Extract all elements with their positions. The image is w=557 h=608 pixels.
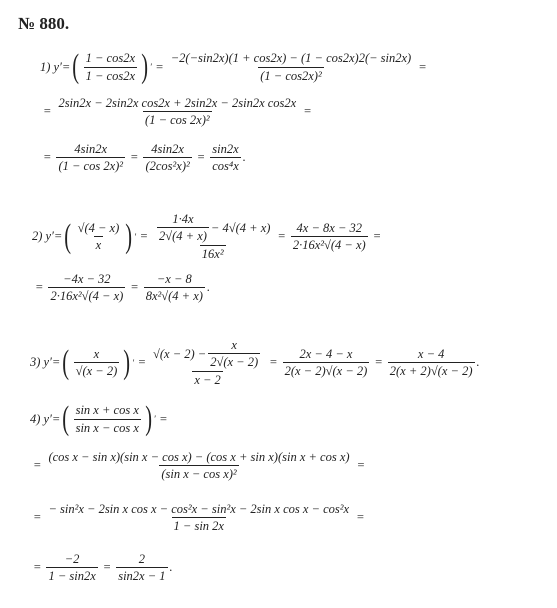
eq1-label: 1) y′=	[40, 59, 71, 74]
equals-sign: =	[356, 510, 365, 525]
denominator: 1 − cos2x	[85, 68, 135, 83]
right-paren: )	[123, 343, 131, 381]
denominator: 2·16x²√(4 − x)	[292, 238, 366, 253]
numerator: (cos x − sin x)(sin x − cos x) − (cos x + sin x)(sin x + cos x)	[48, 450, 350, 464]
eq3-label: 3) y′=	[30, 355, 61, 370]
denominator: 16x²	[201, 246, 224, 261]
numerator: 1 − cos2x	[85, 51, 135, 66]
equals-sign: =	[43, 150, 52, 165]
eq4-line4	[30, 552, 173, 584]
numerator: − sin²x − 2sin x cos x − cos²x − sin²x − 2sin x cos x − cos²x	[48, 502, 350, 516]
equals-sign: =	[372, 229, 382, 244]
numerator: 4sin2x	[74, 142, 108, 156]
numerator: sin x + cos x	[75, 403, 139, 418]
fraction	[144, 272, 205, 304]
numerator	[153, 212, 272, 245]
eq1-line1	[40, 50, 430, 84]
prime-mark: ′	[150, 62, 153, 72]
eq1-line3	[40, 142, 246, 174]
equals-sign: =	[155, 59, 164, 74]
equals-sign: =	[130, 150, 139, 165]
denominator: x − 2	[194, 372, 221, 387]
numerator: −2(−sin2x)(1 + cos2x) − (1 − cos2x)2(− sin2x)	[170, 51, 412, 66]
eq4-label: 4) y′=	[30, 411, 61, 426]
nested-fraction	[157, 212, 209, 244]
right-paren: )	[141, 48, 149, 85]
left-paren: (	[72, 48, 80, 85]
fraction	[48, 272, 125, 304]
denominator: x	[95, 238, 102, 253]
equals-sign: =	[137, 355, 146, 370]
denominator: 2√(x − 2)	[210, 355, 259, 370]
denominator: √(x − 2)	[75, 364, 118, 379]
numerator: −2	[64, 552, 80, 566]
denominator: (1 − cos2x)²	[260, 68, 322, 83]
eq3-inner-fraction	[74, 347, 120, 379]
fraction	[116, 552, 167, 584]
nested-fraction	[208, 338, 260, 370]
fraction	[143, 142, 191, 174]
left-paren: (	[62, 400, 70, 437]
numerator: 4sin2x	[151, 142, 184, 156]
prime-mark: ′	[132, 357, 135, 368]
fraction	[210, 142, 241, 174]
eq2-fraction	[153, 212, 272, 261]
right-paren: )	[145, 400, 152, 437]
denominator: 1 − sin 2x	[173, 519, 224, 534]
prime-mark: ′	[134, 231, 137, 242]
eq1-line2-fraction	[56, 96, 298, 128]
equals-sign: =	[303, 104, 312, 119]
equals-sign: =	[33, 458, 42, 473]
equals-sign: =	[33, 560, 42, 575]
period: .	[169, 560, 173, 575]
eq1-line2	[40, 96, 315, 128]
period: .	[242, 150, 246, 165]
left-paren: (	[62, 343, 70, 381]
denominator: sin x − cos x	[75, 420, 139, 435]
numerator: x	[93, 346, 100, 361]
denominator: (1 − cos 2x)²	[58, 159, 124, 174]
equals-sign: =	[418, 59, 427, 74]
denominator: 2√(4 + x)	[159, 229, 207, 244]
prime-mark: ′	[154, 414, 157, 424]
equals-sign: =	[277, 229, 286, 244]
equals-sign: =	[35, 280, 44, 295]
eq3-fraction	[151, 338, 264, 387]
denominator: 2(x − 2)√(x − 2)	[284, 364, 368, 379]
numerator: 2sin2x − 2sin2x cos2x + 2sin2x − 2sin2x cos2x	[58, 96, 297, 110]
denominator: 8x²√(4 + x)	[145, 289, 203, 304]
equals-sign: =	[196, 150, 206, 165]
eq1-fraction	[169, 51, 413, 83]
eq4-line3-fraction	[46, 502, 351, 534]
numerator	[151, 338, 264, 371]
denominator: (sin x − cos x)²	[161, 467, 237, 482]
numerator: x	[231, 338, 237, 352]
right-paren: )	[125, 217, 133, 255]
eq1-inner-fraction	[84, 51, 137, 83]
equals-sign: =	[102, 560, 112, 575]
numerator: x − 4	[417, 346, 445, 361]
eq2-label: 2) y′=	[32, 229, 63, 244]
denominator: (1 − cos 2x)²	[145, 113, 210, 128]
fraction	[56, 142, 125, 174]
equals-sign: =	[139, 229, 148, 244]
denominator: cos⁴x	[212, 159, 239, 174]
equals-sign: =	[356, 458, 365, 473]
denominator: 2(x + 2)√(x − 2)	[389, 364, 473, 379]
period: .	[206, 280, 211, 295]
eq4-line2	[30, 450, 368, 482]
numerator: 1·4x	[172, 212, 194, 226]
problem-number: № 880.	[18, 14, 70, 33]
denominator: 2·16x²√(4 − x)	[50, 289, 124, 304]
eq4-line3	[30, 502, 368, 534]
equals-sign: =	[130, 280, 139, 295]
period: .	[476, 355, 480, 370]
numerator: √(4 − x)	[77, 220, 120, 235]
numerator: 2x − 4 − x	[299, 346, 353, 361]
numerator: −x − 8	[156, 272, 192, 286]
eq2-line1	[32, 212, 384, 261]
numerator-lead: √(x − 2) −	[153, 346, 207, 361]
equals-sign: =	[43, 104, 52, 119]
denominator: 1 − sin2x	[48, 569, 96, 584]
eq2-line2	[32, 272, 210, 304]
eq4-line1	[30, 402, 171, 436]
eq4-inner-fraction	[74, 403, 141, 435]
fraction	[291, 221, 368, 253]
numerator: −4x − 32	[63, 272, 111, 286]
equals-sign: =	[269, 355, 278, 370]
equals-sign: =	[159, 411, 168, 426]
numerator: sin2x	[212, 142, 239, 156]
numerator: 4x − 8x − 32	[296, 220, 362, 235]
numerator-rest: − 4√(4 + x)	[210, 220, 271, 235]
fraction	[388, 347, 475, 379]
eq2-inner-fraction	[76, 221, 122, 253]
equals-sign: =	[33, 510, 42, 525]
eq3-line1	[30, 338, 480, 387]
denominator: (2cos²x)²	[145, 159, 190, 174]
left-paren: (	[64, 217, 72, 255]
equals-sign: =	[374, 355, 383, 370]
numerator: 2	[138, 552, 145, 566]
fraction	[283, 347, 370, 379]
fraction	[46, 552, 97, 584]
denominator: sin2x − 1	[118, 569, 166, 584]
eq4-line2-fraction	[46, 450, 351, 482]
